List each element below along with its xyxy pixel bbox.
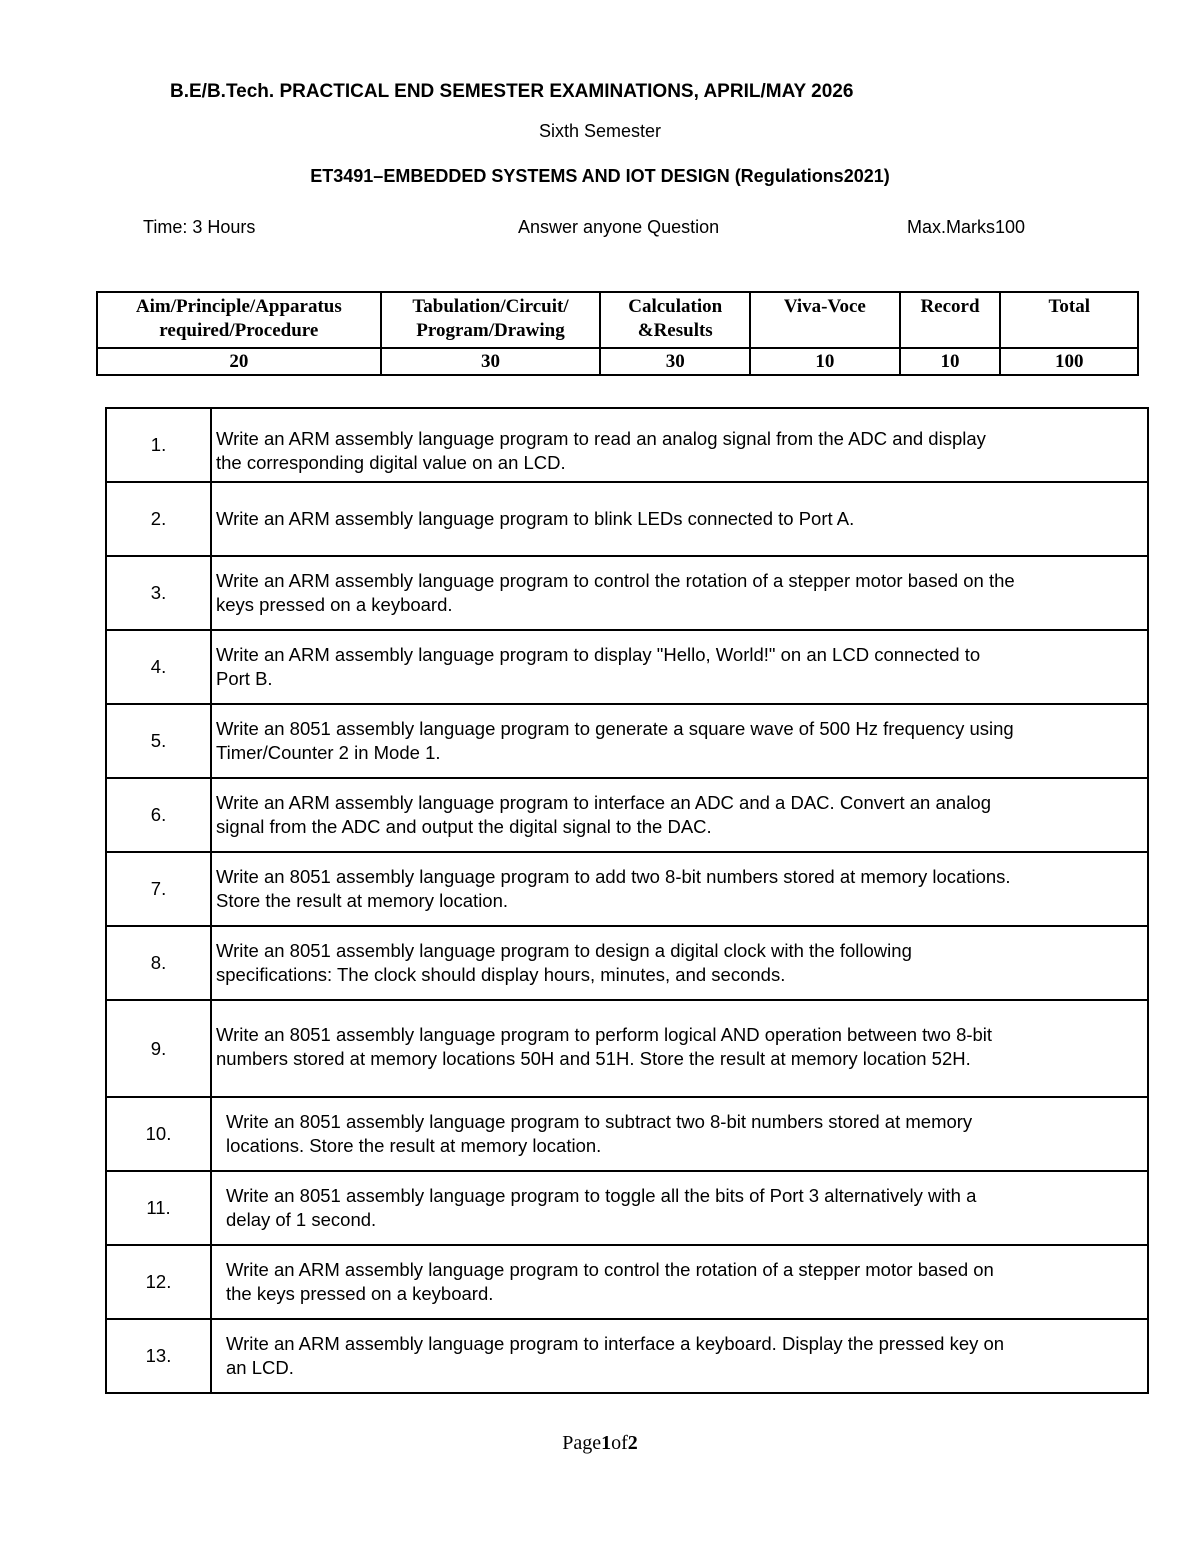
- question-number: 2.: [106, 482, 211, 556]
- question-number: 6.: [106, 778, 211, 852]
- question-number: 1.: [106, 408, 211, 482]
- page-footer: Page1of2: [562, 1432, 638, 1454]
- question-number: 8.: [106, 926, 211, 1000]
- marks-value-row: [97, 348, 1138, 375]
- max-marks: Max.Marks100: [907, 217, 1026, 237]
- marks-header-total: Total: [1000, 292, 1138, 348]
- question-text: Write an 8051 assembly language program to add two 8-bit numbers stored at memory locations. Store the result at memory location.: [211, 852, 1148, 926]
- question-row: [106, 1319, 1148, 1393]
- question-text: Write an ARM assembly language program to display "Hello, World!" on an LCD connected to Port B.: [211, 630, 1148, 704]
- marks-header-tabulation: Tabulation/Circuit/ Program/Drawing: [381, 292, 601, 348]
- question-number: 4.: [106, 630, 211, 704]
- question-text: Write an ARM assembly language program to control the rotation of a stepper motor based on the keys pressed on a keyboard.: [211, 1245, 1148, 1319]
- question-number: 7.: [106, 852, 211, 926]
- marks-header-aim: Aim/Principle/Apparatus required/Procedure: [97, 292, 381, 348]
- question-row: [106, 408, 1148, 482]
- marks-value: 10: [900, 348, 1001, 375]
- question-number: 13.: [106, 1319, 211, 1393]
- question-row: [106, 704, 1148, 778]
- question-text: Write an ARM assembly language program to control the rotation of a stepper motor based on the keys pressed on a keyboard.: [211, 556, 1148, 630]
- marks-header-viva: Viva-Voce: [750, 292, 899, 348]
- question-text: Write an 8051 assembly language program to subtract two 8-bit numbers stored at memory locations. Store the result at memory location.: [211, 1097, 1148, 1171]
- question-text: Write an 8051 assembly language program to generate a square wave of 500 Hz frequency using Timer/Counter 2 in Mode 1.: [211, 704, 1148, 778]
- marks-value: 30: [381, 348, 601, 375]
- question-row: [106, 482, 1148, 556]
- subject-title: ET3491–EMBEDDED SYSTEMS AND IOT DESIGN (Regulations2021): [310, 166, 890, 186]
- question-row: [106, 556, 1148, 630]
- marks-header-record: Record: [900, 292, 1001, 348]
- answer-instruction: Answer anyone Question: [518, 217, 720, 237]
- marks-header-row: [97, 292, 1138, 348]
- question-number: 3.: [106, 556, 211, 630]
- question-row: [106, 1245, 1148, 1319]
- marks-distribution-table: [96, 291, 1139, 376]
- question-row: [106, 1097, 1148, 1171]
- marks-value: 10: [750, 348, 899, 375]
- question-text: Write an 8051 assembly language program to toggle all the bits of Port 3 alternatively with a delay of 1 second.: [211, 1171, 1148, 1245]
- marks-value: 20: [97, 348, 381, 375]
- question-text: Write an ARM assembly language program to blink LEDs connected to Port A.: [211, 482, 1148, 556]
- question-row: [106, 778, 1148, 852]
- question-text: Write an ARM assembly language program to read an analog signal from the ADC and display the corresponding digital value on an LCD.: [211, 408, 1148, 482]
- semester-label: Sixth Semester: [538, 121, 662, 141]
- question-text: Write an ARM assembly language program to interface a keyboard. Display the pressed key on an LCD.: [211, 1319, 1148, 1393]
- question-text: Write an 8051 assembly language program to perform logical AND operation between two 8-bit numbers stored at memory locations 50H and 51H. Store the result at memory location 52H.: [211, 1000, 1148, 1097]
- question-number: 5.: [106, 704, 211, 778]
- question-text: Write an ARM assembly language program to interface an ADC and a DAC. Convert an analog signal from the ADC and output the digital signal to the DAC.: [211, 778, 1148, 852]
- question-row: [106, 1171, 1148, 1245]
- question-text: Write an 8051 assembly language program to design a digital clock with the following specifications: The clock should display hours, minutes, and seconds.: [211, 926, 1148, 1000]
- question-number: 12.: [106, 1245, 211, 1319]
- exam-title: B.E/B.Tech. PRACTICAL END SEMESTER EXAMINATIONS, APRIL/MAY 2026: [170, 81, 854, 102]
- question-number: 9.: [106, 1000, 211, 1097]
- question-number: 10.: [106, 1097, 211, 1171]
- question-row: [106, 1000, 1148, 1097]
- exam-duration: Time: 3 Hours: [143, 217, 256, 237]
- marks-value: 100: [1000, 348, 1138, 375]
- question-row: [106, 630, 1148, 704]
- question-number: 11.: [106, 1171, 211, 1245]
- marks-value: 30: [600, 348, 750, 375]
- question-row: [106, 852, 1148, 926]
- marks-header-calculation: Calculation &Results: [600, 292, 750, 348]
- question-row: [106, 926, 1148, 1000]
- question-table: [105, 407, 1149, 1394]
